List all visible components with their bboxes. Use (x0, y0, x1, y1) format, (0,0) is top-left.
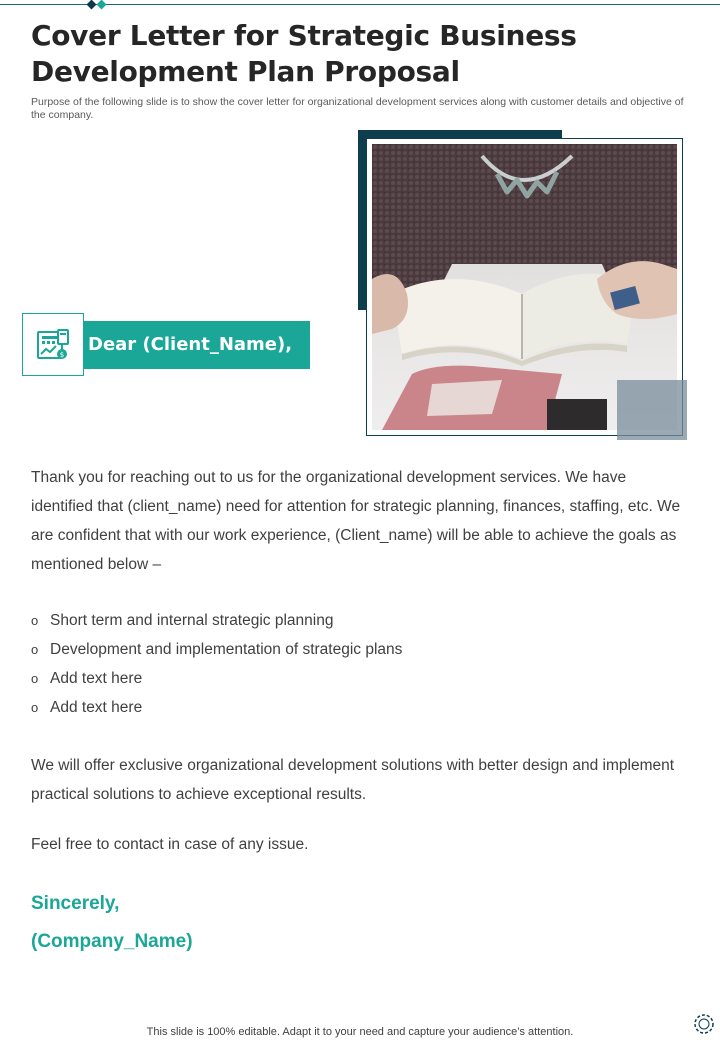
page-title: Cover Letter for Strategic Business Development Plan Proposal (31, 19, 577, 88)
gear-badge-icon (692, 1012, 716, 1036)
goals-list (31, 606, 691, 722)
teal-diamond-icon (97, 0, 107, 9)
page-subtitle: Purpose of the following slide is to show the cover letter for organizational development services along with customer details and objective of the company. (31, 96, 684, 121)
signature-company: (Company_Name) (31, 931, 193, 952)
svg-text:$: $ (59, 350, 65, 359)
bullet-circle-icon: o (31, 671, 39, 686)
footer-note: This slide is 100% editable. Adapt it to your need and capture your audience’s attention. (146, 1026, 574, 1038)
intro-paragraph: Thank you for reaching out to us for the organizational development services. We have identified that (client_name) need for attention for strategic planning, finances, staffing, etc. We are confident that with our work experience, (Client_name) will be able to achieve the goals as mentioned below – (31, 469, 681, 573)
bullet-circle-icon: o (31, 642, 39, 657)
signature-closing: Sincerely, (31, 893, 120, 914)
bullet-circle-icon: o (31, 700, 39, 715)
greeting-icon-box (22, 313, 84, 376)
list-item: o Add text here (31, 664, 691, 693)
list-item: o Development and implementation of strategic plans (31, 635, 691, 664)
contact-paragraph: Feel free to contact in case of any issue. (31, 836, 309, 853)
offer-paragraph: We will offer exclusive organizational development solutions with better design and implement practical solutions to achieve exceptional results. (31, 757, 675, 803)
bullet-circle-icon: o (31, 613, 39, 628)
top-diamond-ornament (86, 0, 110, 9)
decorative-grey-square (617, 380, 687, 440)
list-item: o Short term and internal strategic planning (31, 606, 691, 635)
finance-report-icon (36, 328, 70, 362)
dark-diamond-icon (87, 0, 97, 9)
list-item: o Add text here (31, 693, 691, 722)
greeting-banner: Dear (Client_Name), (83, 321, 310, 369)
